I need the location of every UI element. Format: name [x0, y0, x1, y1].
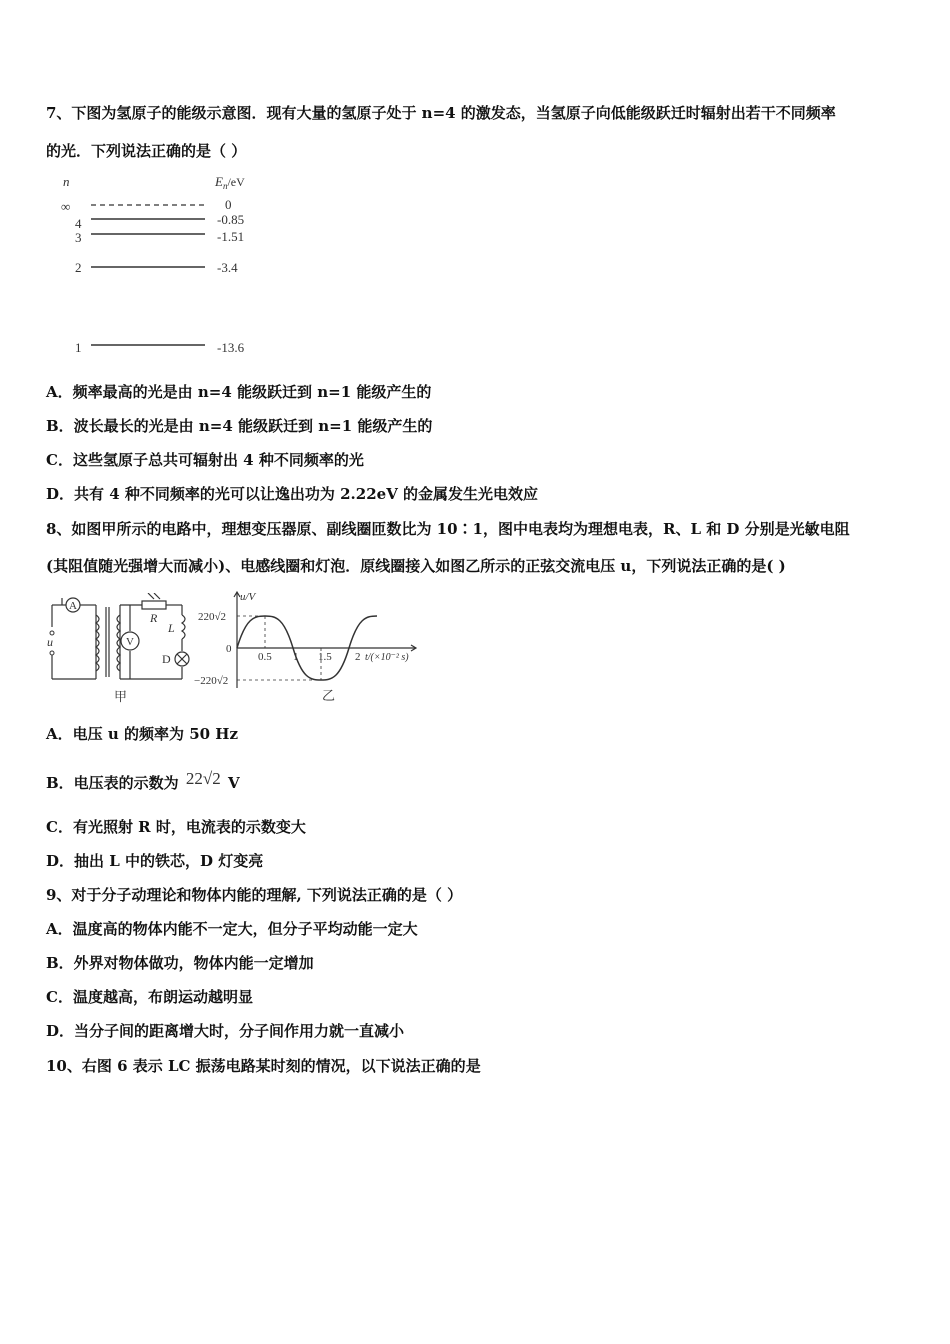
q8-option-c: C．有光照射 R 时，电流表的示数变大 — [46, 818, 306, 836]
level-n-inf: ∞ — [61, 199, 71, 214]
q7-option-b: B．波长最长的光是由 n=4 能级跃迁到 n=1 能级产生的 — [46, 417, 433, 435]
graph-y-zero: 0 — [226, 643, 232, 655]
q8-option-b-unit: V — [228, 774, 240, 792]
inductor-label: L — [168, 621, 175, 635]
graph-y-min: −220√2 — [194, 675, 229, 687]
q7-option-d: D．共有 4 种不同频率的光可以让逸出功为 2.22eV 的金属发生光电效应 — [46, 485, 539, 503]
graph-y-max: 220√2 — [198, 611, 227, 623]
graph-x-tick-0: 0.5 — [258, 651, 272, 663]
graph-caption: 乙 — [322, 688, 336, 703]
level-n-2: 2 — [75, 260, 82, 275]
q7-option-a: A．频率最高的光是由 n=4 能级跃迁到 n=1 能级产生的 — [46, 383, 432, 401]
ammeter-label: A — [69, 600, 77, 612]
q7-option-c: C．这些氢原子总共可辐射出 4 种不同频率的光 — [46, 451, 364, 469]
q9-option-a: A．温度高的物体内能不一定大，但分子平均动能一定大 — [46, 920, 418, 938]
voltmeter-label: V — [126, 636, 134, 648]
energy-level-diagram — [55, 168, 285, 363]
level-e-4: -0.85 — [217, 212, 245, 227]
level-n-4: 4 — [75, 216, 82, 231]
q10-stem: 10、右图 6 表示 LC 振荡电路某时刻的情况，以下说法正确的是 — [46, 1057, 481, 1075]
n-header: n — [63, 174, 70, 189]
circuit-diagram — [44, 593, 194, 708]
graph-y-label: u/V — [240, 591, 256, 603]
q8-option-b — [46, 769, 240, 793]
q8-stem-line1: 8、如图甲所示的电路中，理想变压器原、副线圈匝数比为 10∶1，图中电表均为理想电表，R、L 和 D 分别是光敏电阻 — [46, 520, 850, 538]
resistor-label: R — [150, 611, 158, 625]
source-label: u — [47, 635, 53, 649]
level-n-3: 3 — [75, 230, 82, 245]
graph-x-label: t/(×10⁻² s) — [365, 652, 409, 663]
level-e-1: -13.6 — [217, 340, 245, 355]
lamp-label: D — [162, 652, 171, 666]
level-n-1: 1 — [75, 340, 82, 355]
graph-x-tick-2: 1.5 — [318, 651, 332, 663]
voltage-graph — [194, 588, 426, 708]
q9-option-d: D．当分子间的距离增大时，分子间作用力就一直减小 — [46, 1022, 405, 1040]
q8-option-d: D．抽出 L 中的铁芯，D 灯变亮 — [46, 852, 264, 870]
q8-option-b-text: B．电压表的示数为 — [46, 774, 179, 792]
e-header: $E_n/eV$ — [215, 174, 245, 191]
graph-x-tick-3: 2 — [355, 651, 361, 663]
q7-stem-line2: 的光．下列说法正确的是（ ） — [46, 142, 247, 160]
level-e-2: -3.4 — [217, 260, 238, 275]
q9-option-c: C．温度越高，布朗运动越明显 — [46, 988, 253, 1006]
level-e-3: -1.51 — [217, 229, 245, 244]
level-e-inf: 0 — [225, 197, 232, 212]
q7-stem-line1: 7、下图为氢原子的能级示意图．现有大量的氢原子处于 n=4 的激发态，当氢原子向低能级跃迁时辐射出若干不同频率 — [46, 104, 836, 122]
q8-option-b-value: 22√2 — [185, 769, 221, 788]
q9-option-b: B．外界对物体做功，物体内能一定增加 — [46, 954, 314, 972]
circuit-caption: 甲 — [114, 689, 128, 704]
q8-option-a: A．电压 u 的频率为 50 Hz — [46, 725, 238, 743]
q9-stem: 9、对于分子动理论和物体内能的理解, 下列说法正确的是（ ） — [46, 886, 463, 904]
q8-stem-line2: (其阻值随光强增大而减小)、电感线圈和灯泡．原线圈接入如图乙所示的正弦交流电压 u，下列说法正确的是( ) — [46, 557, 786, 575]
graph-x-tick-1: 1 — [293, 651, 299, 663]
